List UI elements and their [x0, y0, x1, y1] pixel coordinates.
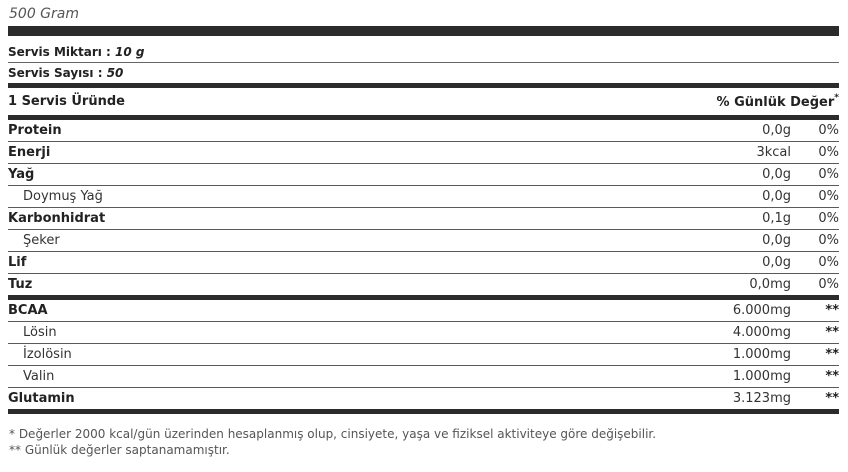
footnotes — [9, 426, 656, 458]
header-per-serving: 1 Servis Üründe — [8, 94, 125, 109]
amino-percent: ** — [825, 325, 839, 340]
amino-amount: 1.000mg — [732, 347, 791, 362]
table-row — [8, 142, 839, 164]
table-row — [8, 274, 839, 295]
nutrient-name: Enerji — [8, 145, 51, 160]
nutrient-amount: 0,0g — [762, 167, 791, 182]
nutrient-name: Doymuş Yağ — [23, 189, 103, 204]
serving-count-value: 50 — [106, 66, 124, 80]
amino-percent: ** — [825, 303, 839, 318]
nutrient-name: Protein — [8, 123, 62, 138]
amino-name: Glutamin — [8, 391, 75, 406]
nutrient-amount: 0,0g — [762, 123, 791, 138]
table-header — [8, 88, 839, 115]
nutrient-name: Şeker — [23, 233, 60, 248]
amino-amount: 6.000mg — [732, 303, 791, 318]
table-row — [8, 388, 839, 409]
nutrient-percent: 0% — [818, 255, 839, 270]
amino-name: BCAA — [8, 303, 48, 318]
nutrient-name: Karbonhidrat — [8, 211, 106, 226]
divider-thick — [8, 26, 839, 36]
amino-amount: 1.000mg — [732, 369, 791, 384]
nutrient-percent: 0% — [818, 277, 839, 292]
nutrient-percent: 0% — [818, 211, 839, 226]
amino-name: Valin — [23, 369, 55, 384]
serving-count-row — [8, 63, 839, 83]
table-row — [8, 366, 839, 388]
table-row — [8, 186, 839, 208]
table-row — [8, 300, 839, 322]
nutrient-amount: 0,0g — [762, 255, 791, 270]
nutrient-percent: 0% — [818, 189, 839, 204]
nutrient-percent: 0% — [818, 123, 839, 138]
table-row — [8, 208, 839, 230]
package-weight: 500 Gram — [9, 6, 79, 22]
nutrient-amount: 0,0mg — [749, 277, 791, 292]
serving-size-value: 10 g — [115, 45, 145, 59]
amino-percent: ** — [825, 391, 839, 406]
nutrient-percent: 0% — [818, 145, 839, 160]
footnote-not-established: ** Günlük değerler saptanamamıştır. — [9, 443, 230, 457]
serving-size-label: Servis Miktarı : — [8, 45, 111, 59]
nutrient-amount: 0,1g — [762, 211, 791, 226]
nutrient-amount: 0,0g — [762, 189, 791, 204]
nutrient-name: Tuz — [8, 277, 33, 292]
amino-amount: 4.000mg — [732, 325, 791, 340]
amino-percent: ** — [825, 347, 839, 362]
nutrient-amount: 0,0g — [762, 233, 791, 248]
amino-name: Lösin — [23, 325, 57, 340]
nutrient-list — [8, 120, 839, 295]
table-row — [8, 164, 839, 186]
amino-name: İzolösin — [23, 347, 72, 362]
table-row — [8, 230, 839, 252]
table-row — [8, 252, 839, 274]
nutrient-name: Lif — [8, 255, 27, 270]
nutrient-name: Yağ — [8, 167, 35, 182]
table-row — [8, 344, 839, 366]
table-row — [8, 120, 839, 142]
amino-acid-list — [8, 300, 839, 409]
nutrient-percent: 0% — [818, 233, 839, 248]
table-row — [8, 322, 839, 344]
nutrient-amount: 3kcal — [756, 145, 791, 160]
header-daily-value: % Günlük Değer* — [716, 93, 839, 110]
footnote-daily-value: * Değerler 2000 kcal/gün üzerinden hesaplanmış olup, cinsiyete, yaşa ve fiziksel aktiviteye göre değişebilir. — [9, 427, 657, 441]
amino-amount: 3.123mg — [732, 391, 791, 406]
divider-medium — [8, 409, 839, 414]
serving-count-label: Servis Sayısı : — [8, 66, 103, 80]
amino-percent: ** — [825, 369, 839, 384]
nutrient-percent: 0% — [818, 167, 839, 182]
serving-size-row — [8, 42, 839, 63]
nutrition-facts-panel — [8, 0, 839, 414]
